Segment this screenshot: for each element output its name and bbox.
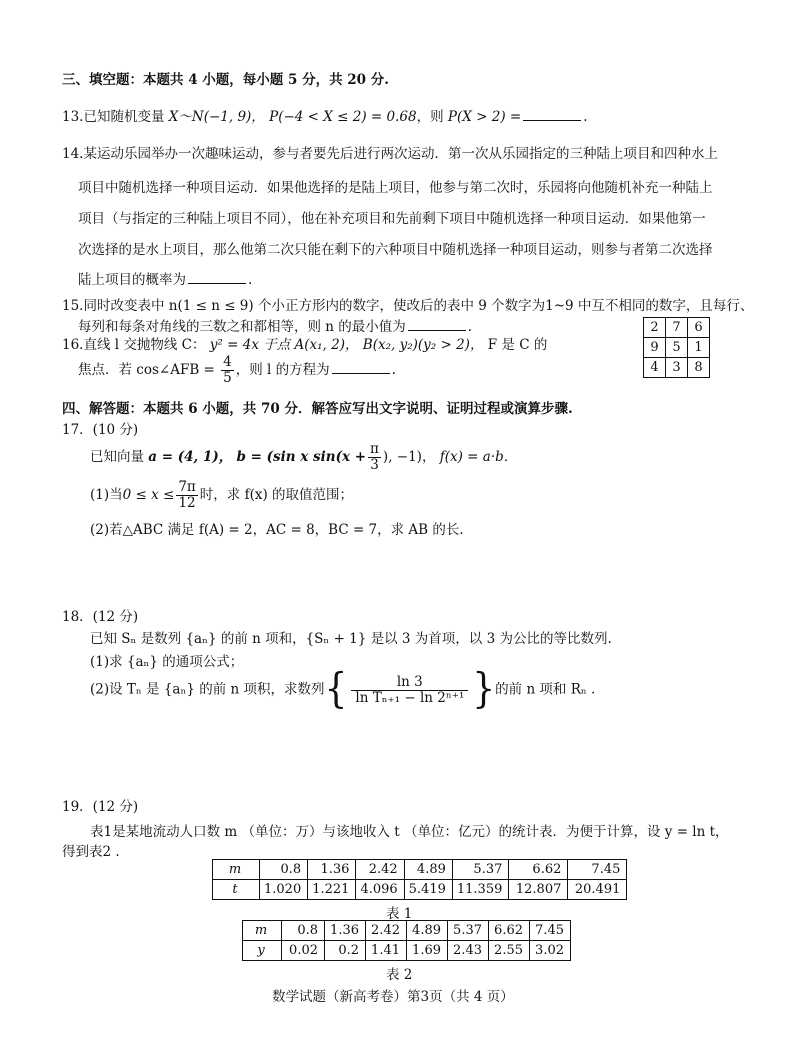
table-row (243, 921, 571, 941)
table-cell: 5.37 (448, 921, 489, 941)
q16-line-1-b: y² = 4x 于点 A(x₁, 2)， (209, 337, 359, 353)
section-3-heading: 三、填空题：本题共 4 小题，每小题 5 分，共 20 分. (62, 72, 389, 88)
q17-intro (90, 442, 517, 473)
grid-cell: 3 (666, 358, 688, 378)
q14-line-2: 项目中随机选择一种项目运动．如果他选择的是陆上项目，他参与第二次时，乐园将向他随机补充一种陆上 (78, 180, 713, 196)
table-cell: 6.62 (489, 921, 530, 941)
table-cell: 7.45 (530, 921, 571, 941)
q13-expr-a: X～N(−1, 9)， (168, 109, 265, 125)
q17-header: 17．(10 分) (62, 422, 139, 438)
q13-answer-blank[interactable] (523, 108, 581, 121)
table-cell: 3.02 (530, 941, 571, 961)
table-cell: y (243, 941, 282, 961)
section-4-heading: 四、解答题：本题共 6 小题，共 70 分．解答应写出文字说明、证明过程或演算步骤. (62, 401, 573, 417)
q17-p1-c: 时，求 f(x) 的取值范围； (199, 487, 354, 503)
q19-header: 19．(12 分) (62, 799, 139, 815)
q15-end: . (467, 319, 473, 335)
table-cell: 1.221 (308, 880, 356, 900)
table-row (213, 860, 627, 880)
table-cell: 2.43 (448, 941, 489, 961)
q16-frac-den: 5 (223, 370, 232, 386)
grid-cell: 5 (666, 338, 688, 358)
q17-p1-num: 7π (178, 479, 196, 495)
grid-cell: 9 (644, 338, 666, 358)
q16-end: . (391, 362, 396, 378)
table-1-caption: 表 1 (386, 906, 413, 922)
table-cell: 5.37 (452, 860, 509, 880)
table-2 (242, 920, 571, 961)
question-13 (62, 105, 588, 125)
q13-expr-c: P(X > 2) = (447, 109, 522, 125)
q17-p1-b: 0 ≤ x ≤ (122, 487, 175, 503)
q17-intro-text: 已知向量 (90, 449, 144, 465)
q16-answer-blank[interactable] (332, 361, 390, 374)
q15-answer-blank[interactable] (408, 318, 466, 331)
q17-p1-den: 12 (178, 495, 196, 511)
q14-end: . (248, 272, 253, 288)
table-cell: 1.41 (366, 941, 407, 961)
q17-vector-b-end: ), −1)， (382, 449, 436, 465)
q17-pi-den: 3 (370, 457, 379, 473)
grid-cell: 1 (688, 338, 710, 358)
q17-p1-a: (1)当 (90, 487, 123, 503)
grid-cell: 4 (644, 358, 666, 378)
q15-line-2 (78, 315, 472, 335)
q17-vector-a: a = (4, 1)， (148, 449, 233, 465)
table-cell: 7.45 (568, 860, 627, 880)
q19-line-2: 得到表2 . (62, 844, 120, 860)
q17-part-1 (90, 480, 353, 511)
q14-line-4: 次选择的是水上项目，那么他第二次只能在剩下的六种项目中随机选择一种项目运动，则参与者第二次选择 (78, 242, 713, 258)
q17-pi-fraction (368, 442, 381, 473)
q16-line-1-d: F 是 C 的 (487, 337, 548, 353)
q17-part-2: (2)若△ABC 满足 f(A) = 2，AC = 8，BC = 7，求 AB 的长. (90, 522, 464, 538)
table-cell: 5.419 (404, 880, 452, 900)
table-cell: 0.8 (260, 860, 308, 880)
q16-line-1-a: 16.直线 l 交抛物线 C： (62, 337, 206, 353)
q17-fx: f(x) = a·b． (439, 449, 518, 465)
grid-cell: 8 (688, 358, 710, 378)
table-cell: 0.02 (282, 941, 325, 961)
q16-fraction (221, 355, 234, 386)
q18-line-1: 已知 Sₙ 是数列 {aₙ} 的前 n 项和，{Sₙ + 1} 是以 3 为首项，以 3 为公比的等比数列. (90, 631, 612, 647)
q13-end: . (583, 109, 588, 125)
q16-line-2-a: 焦点．若 cos∠AFB = (78, 362, 215, 378)
q13-expr-b: P(−4 < X ≤ 2) = 0.68 (269, 109, 417, 125)
grid-row (644, 358, 710, 378)
q18-p2-a: (2)设 Tₙ 是 {aₙ} 的前 n 项积，求数列 (90, 681, 325, 698)
table-cell: 2.42 (356, 860, 404, 880)
q13-number: 13. (62, 109, 84, 125)
table-cell: 11.359 (452, 880, 509, 900)
table-2-caption: 表 2 (386, 967, 413, 983)
grid-cell: 6 (688, 318, 710, 338)
q15-line-2-text: 每列和每条对角线的三数之和都相等，则 n 的最小值为 (78, 319, 406, 335)
table-cell: 6.62 (509, 860, 568, 880)
table-cell: 2.42 (366, 921, 407, 941)
table-cell: 4.89 (407, 921, 448, 941)
grid-row (644, 318, 710, 338)
q16-line-1-c: B(x₂, y₂)(y₂ > 2)， (362, 337, 484, 353)
q15-line-1: 15.同时改变表中 n(1 ≤ n ≤ 9) 个小正方形内的数字，使改后的表中 9 个数字为1~9 中互不相同的数字，且每行、 (62, 298, 754, 314)
grid-cell: 7 (666, 318, 688, 338)
left-brace: { (324, 665, 348, 713)
q18-frac-den: ln Tₙ₊₁ − ln 2ⁿ⁺¹ (355, 689, 465, 706)
page-footer: 数学试题（新高考卷）第3页（共 4 页） (272, 989, 514, 1005)
q18-frac-num: ln 3 (351, 675, 468, 691)
q18-p2-b: 的前 n 项和 Rₙ . (495, 681, 596, 698)
q18-part-1: (1)求 {aₙ} 的通项公式； (90, 654, 244, 670)
q14-line-5 (78, 268, 252, 288)
q13-text-b: ，则 (416, 109, 444, 125)
table-cell: m (213, 860, 260, 880)
q18-header: 18．(12 分) (62, 609, 139, 625)
table-row (243, 941, 571, 961)
table-cell: 1.69 (407, 941, 448, 961)
table-cell: 1.020 (260, 880, 308, 900)
q18-part-2 (90, 665, 596, 713)
table-cell: 2.55 (489, 941, 530, 961)
q17-vector-b: b = (sin x sin(x + (236, 449, 367, 465)
table-cell: t (213, 880, 260, 900)
q19-line-1: 表1是某地流动人口数 m （单位：万）与该地收入 t （单位：亿元）的统计表．为便于计算，设 y = ln t， (90, 824, 729, 840)
table-cell: m (243, 921, 282, 941)
table-cell: 0.2 (325, 941, 366, 961)
table-cell: 12.807 (509, 880, 568, 900)
table-cell: 0.8 (282, 921, 325, 941)
table-cell: 4.096 (356, 880, 404, 900)
grid-row (644, 338, 710, 358)
right-brace: } (472, 665, 496, 713)
q18-fraction (351, 675, 468, 706)
table-cell: 4.89 (404, 860, 452, 880)
table-row (213, 880, 627, 900)
q16-line-2 (78, 355, 396, 386)
q13-text-a: 已知随机变量 (83, 109, 165, 125)
q14-answer-blank[interactable] (188, 271, 246, 284)
grid-cell: 2 (644, 318, 666, 338)
q16-frac-num: 4 (223, 354, 232, 370)
table-cell: 20.491 (568, 880, 627, 900)
q14-line-3: 项目（与指定的三种陆上项目不同），他在补充项目和先前剩下项目中随机选择一种项目运动．如果他第一 (78, 211, 706, 227)
q17-p1-fraction (176, 480, 197, 511)
q16-line-2-b: ，则 l 的方程为 (235, 362, 330, 378)
q14-line-5-text: 陆上项目的概率为 (78, 272, 186, 288)
magic-square-grid (643, 317, 710, 378)
table-cell: 1.36 (308, 860, 356, 880)
q14-line-1: 14.某运动乐园举办一次趣味运动，参与者要先后进行两次运动．第一次从乐园指定的三种陆上项目和四种水上 (62, 146, 718, 162)
q17-pi-num: π (370, 441, 379, 457)
q16-line-1 (62, 333, 547, 353)
table-1 (212, 859, 627, 900)
table-cell: 1.36 (325, 921, 366, 941)
